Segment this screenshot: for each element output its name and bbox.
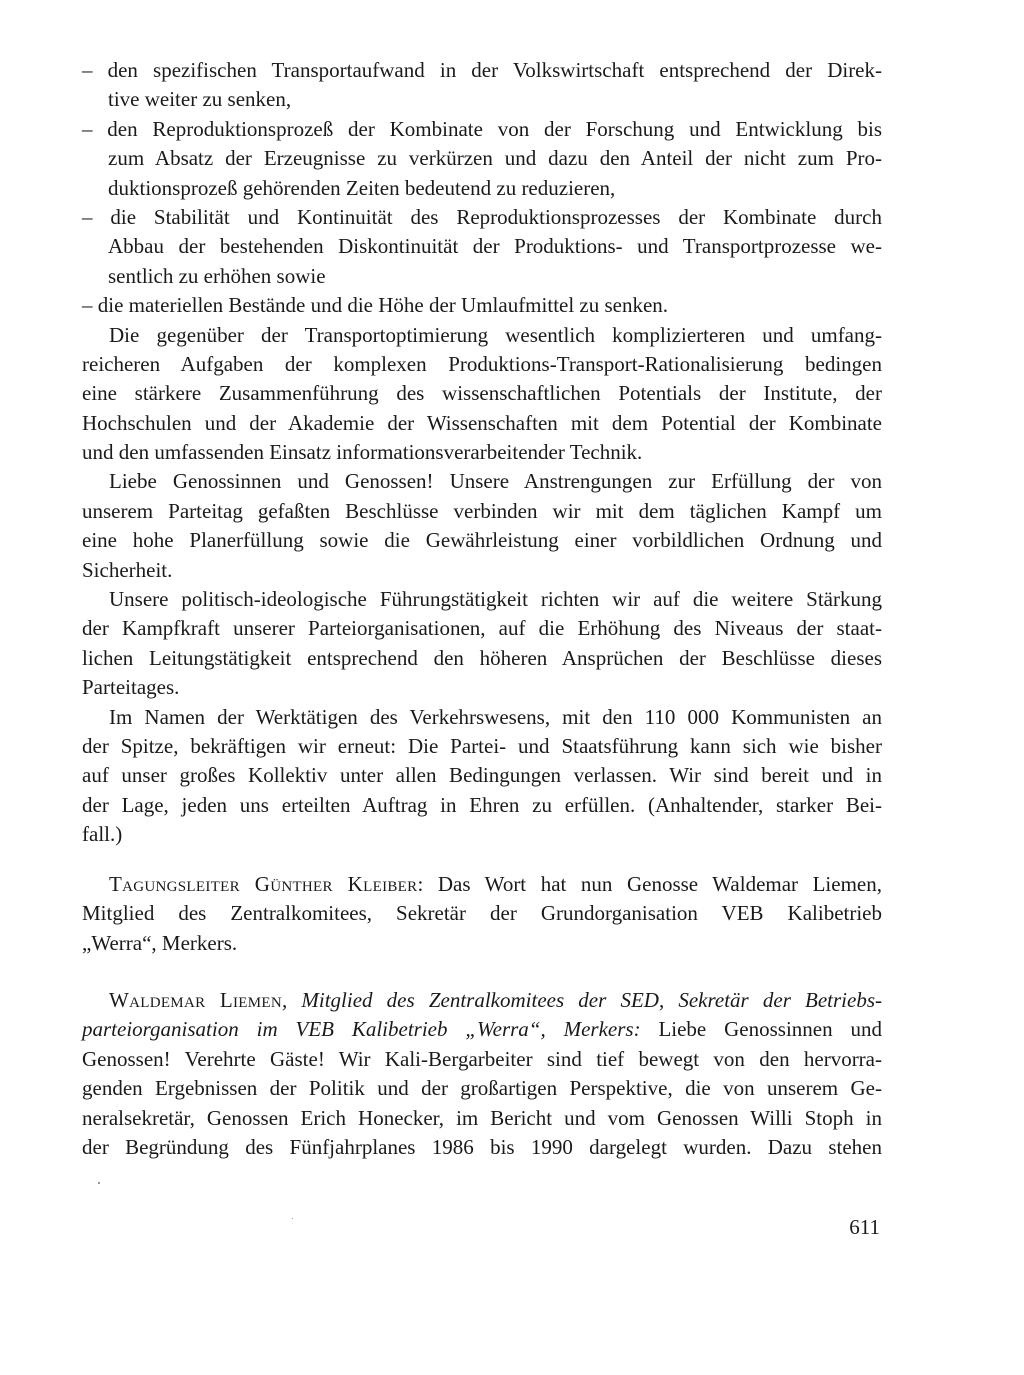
paragraph-1-line-4: Hochschulen und der Akademie der Wissenschaften mit dem Potential der Kombinate [82,410,882,435]
scan-speck [98,1182,100,1184]
speech-speaker-role-1: , Mitglied des Zentralkomitees der SED, Sekretär der Betriebs- [281,988,882,1012]
paragraph-2-line-3: eine hohe Planerfüllung sowie die Gewährleistung einer vorbildlichen Ordnung und [82,528,882,553]
paragraph-3-line-1: Unsere politisch-ideologische Führungstätigkeit richten wir auf die weitere Stärkung [109,587,882,612]
speech-line-6: der Begründung des Fünfjahrplanes 1986 bis 1990 dargelegt wurden. Dazu stehen [82,1134,882,1159]
paragraph-4-line-5: fall.) [82,822,123,847]
paragraph-3-line-4: Parteitages. [82,675,180,700]
paragraph-3-line-2: der Kampfkraft unserer Parteiorganisationen, auf die Erhöhung des Niveaus der staat- [82,616,882,641]
scan-speck [292,1218,293,1219]
speech-speaker-name: Waldemar Liemen [109,988,282,1012]
speech [82,986,882,1162]
paragraph-4-line-1: Im Namen der Werktätigen des Verkehrswesens, mit den 110 000 Kommunisten an [109,704,882,729]
paragraph-3-line-3: lichen Leitungstätigkeit entsprechend den höheren Ansprüchen der Beschlüsse dieses [82,645,882,670]
page-number: 611 [849,1215,880,1239]
speech-line-5: neralsekretär, Genossen Erich Honecker, im Bericht und vom Genossen Willi Stoph in [82,1105,882,1130]
speech-speaker-role-2: parteiorganisation im VEB Kalibetrieb „Werra“, Merkers: [82,1017,641,1042]
speech-line-1 [82,986,882,1015]
paragraph-1-line-1: Die gegenüber der Transportoptimierung wesentlich komplizierteren und umfang- [109,322,882,347]
paragraph-2-line-1: Liebe Genossinnen und Genossen! Unsere Anstrengungen zur Erfüllung der von [109,469,882,494]
paragraph-4-line-3: auf unser großes Kollektiv unter allen Bedingungen verlassen. Wir sind bereit und in [82,763,882,788]
speech-line-2 [82,1015,882,1044]
speech-line-3: Genossen! Verehrte Gäste! Wir Kali-Bergarbeiter sind tief bewegt von den hervorra- [82,1046,882,1071]
chair-speaker-name: Tagungsleiter Günther Kleiber [109,872,418,896]
list-item-4-line-1: – die materiellen Bestände und die Höhe der Umlaufmittel zu senken. [82,293,669,318]
speech-line-4: genden Ergebnissen der Politik und der großartigen Perspektive, die von unserem Ge- [82,1076,882,1101]
chair-line-3: „Werra“, Merkers. [82,930,238,955]
paragraph-1-line-5: und den umfassenden Einsatz informationsverarbeitender Technik. [82,440,643,465]
list-item-2-line-1: – den Reproduktionsprozeß der Kombinate von der Forschung und Entwicklung bis [82,116,882,141]
paragraph-1-line-2: reicheren Aufgaben der komplexen Produktions-Transport-Rationalisierung bedingen [82,351,882,376]
goal-list [82,56,882,850]
chair-line-2: Mitglied des Zentralkomitees, Sekretär der Grundorganisation VEB Kalibetrieb [82,901,882,926]
chair-line-1 [82,870,882,899]
list-item-3-line-3: sentlich zu erhöhen sowie [108,263,326,288]
list-item-2-line-3: duktionsprozeß gehörenden Zeiten bedeutend zu reduzieren, [108,175,616,200]
paragraph-1-line-3: eine stärkere Zusammenführung des wissenschaftlichen Potentials der Institute, der [82,381,882,406]
paragraph-4-line-2: der Spitze, bekräftigen wir erneut: Die Partei- und Staatsführung kann sich wie bisher [82,733,882,758]
paragraph-2-line-4: Sicherheit. [82,557,173,582]
list-item-2-line-2: zum Absatz der Erzeugnisse zu verkürzen und dazu den Anteil der nicht zum Pro- [108,146,882,171]
paragraph-4-line-4: der Lage, jeden uns erteilten Auftrag in Ehren zu erfüllen. (Anhaltender, starker Bei- [82,792,882,817]
paragraph-2-line-2: unserem Parteitag gefaßten Beschlüsse verbinden wir mit dem täglichen Kampf um [82,498,882,523]
list-item-3-line-1: – die Stabilität und Kontinuität des Reproduktionsprozesses der Kombinate durch [82,204,882,229]
list-item-1-line-1: – den spezifischen Transportaufwand in der Volkswirtschaft entsprechend der Direk- [82,58,882,82]
chair-line-1-text: : Das Wort hat nun Genosse Waldemar Liemen, [417,872,882,896]
list-item-1-line-2: tive weiter zu senken, [108,87,292,112]
list-item-3-line-2: Abbau der bestehenden Diskontinuität der Produktions- und Transportprozesse we- [108,234,882,259]
speech-line-2-text: Liebe Genossinnen und [640,1017,882,1042]
chair-announcement [82,870,882,958]
